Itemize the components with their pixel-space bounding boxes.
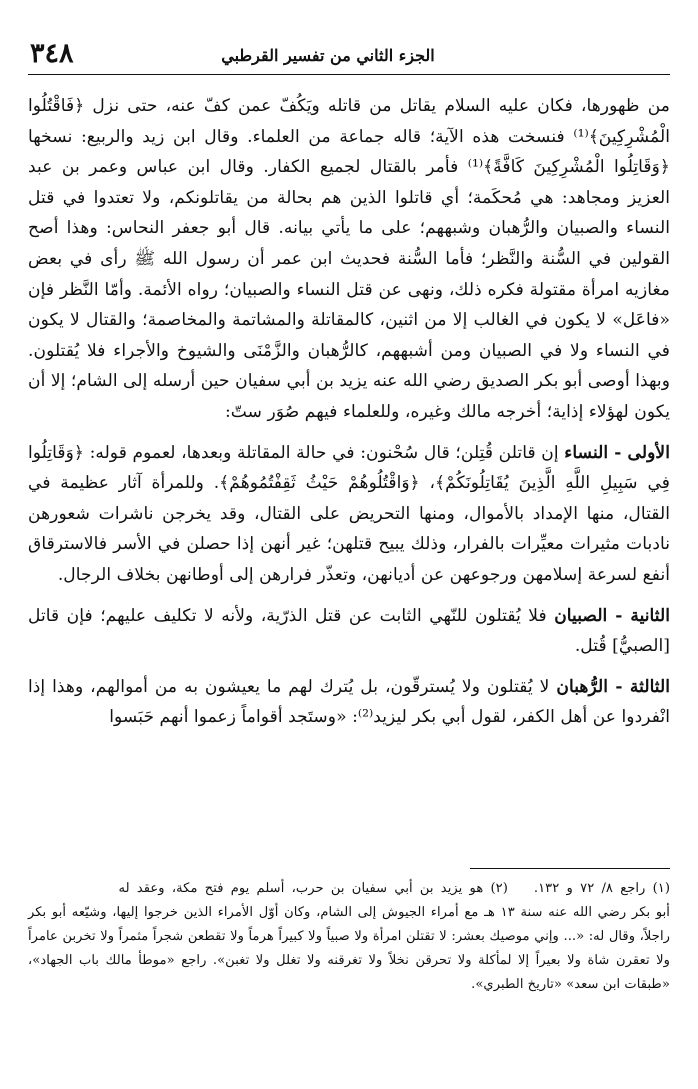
page-header bbox=[28, 38, 670, 75]
section-women-text: إن قاتلن قُتِلن؛ قال سُحْنون: في حالة المقاتلة وبعدها، لعموم قوله: ﴿وَقَاتِلُوا فِي سَبِيلِ اللَّهِ الَّذِينَ يُقَاتِلُونَكُمْ﴾، ﴿وَاقْتُلُوهُمْ حَيْثُ ثَقِفْتُمُوهُمْ﴾. وللمرأة آثار عظيمة في القتال، منها الإمداد بالأموال، ومنها التحريض على القتال، وقد يخرجن ناشرات شعورهن نادبات مثيرات معيِّرات بالفرار، وذلك يبيح قتلهن؛ غير أنهن إذا حصلن في الأسر فالاسترقاق أنفع لسرعة إسلامهن ورجوعهن عن أديانهن، وتعذّر فرارهن إلى أوطانهن بخلاف الرجال. bbox=[28, 442, 670, 585]
section-children-heading: الثانية - الصبيان bbox=[554, 605, 670, 626]
book-page bbox=[28, 38, 670, 1078]
section-women-heading: الأولى - النساء bbox=[564, 442, 670, 463]
footnote-refs bbox=[28, 877, 670, 901]
section-women bbox=[28, 438, 670, 591]
section-monks bbox=[28, 672, 670, 733]
section-children bbox=[28, 601, 670, 662]
running-title: الجزء الثاني من تفسير القرطبي bbox=[221, 46, 435, 65]
footnote-divider bbox=[470, 868, 670, 869]
footnote-1: (١) راجع ٨/ ٧٢ و ١٣٢. bbox=[533, 881, 670, 896]
page-number: ٣٤٨ bbox=[30, 38, 74, 69]
paragraph-intro: من ظهورها، فكان عليه السلام يقاتل من قاتله ويَكُفّ عمن كفّ عنه، حتى نزل ﴿فَاقْتُلُوا الْمُشْرِكِينَ﴾⁽¹⁾ فنسخت هذه الآية؛ قاله جماعة من العلماء. وقال ابن زيد والربيع: نسخها ﴿وَقَاتِلُوا الْمُشْرِكِينَ كَافَّةً﴾⁽¹⁾ فأمر بالقتال لجميع الكفار. وقال ابن عباس وعمر بن عبد العزيز ومجاهد: هي مُحكَمة؛ أي قاتلوا الذين هم بحالة من يقاتلونكم، ولا تعتدوا في قتل النساء والصبيان والرُّهبان وشبههم؛ على ما يأتي بيانه. قال أبو جعفر النحاس: وهذا أصح القولين في السُّنة والنَّظر؛ فأما السُّنة فحديث ابن عمر أن رسول الله ﷺ رأى في بعض مغازيه امرأة مقتولة فكره ذلك، ونهى عن قتل النساء والصبيان؛ رواه الأئمة. وأمّا النَّظر فإن «فاعَل» لا يكون في الغالب إلا من اثنين، كالمقاتلة والمشاتمة والمخاصمة؛ والقتال لا يكون في النساء ولا في الصبيان ومن أشبههم، كالرُّهبان والزَّمْنَى والشيوخ والأجراء فلا يُقتلون. وبهذا أوصى أبو بكر الصديق رضي الله عنه يزيد بن أبي سفيان حين أرسله إلى الشام؛ إلا أن يكون لهؤلاء إذاية؛ أخرجه مالك وغيره، وللعلماء فيهم صُوَر ستّ: bbox=[28, 96, 670, 422]
main-text bbox=[28, 91, 670, 733]
section-monks-text: لا يُقتلون ولا يُسترقّون، بل يُترك لهم ما يعيشون به من أموالهم، وهذا إذا انْفردوا عن أهل الكفر، لقول أبي بكر ليزيد⁽²⁾: «وستَجد أقواماً زعموا أنهم حَبَسوا bbox=[28, 676, 670, 728]
section-children-text: فلا يُقتلون للنّهي الثابت عن قتل الذرّية، ولأنه لا تكليف عليهم؛ فإن قاتل [الصبيُّ] قُتل. bbox=[28, 605, 670, 657]
footnote-2: (٢) هو يزيد بن أبي سفيان بن حرب، أسلم يوم فتح مكة، وعقد له bbox=[118, 881, 508, 896]
section-monks-heading: الثالثة - الرُّهبان bbox=[556, 676, 671, 697]
footnote-2-continued: أبو بكر رضي الله عنه سنة ١٣ هـ مع أمراء الجيوش إلى الشام، وكان أوّل الأمراء الذين خرجوا إليها، وشيّعه أبو بكر راجلاً، وقال له: «... وإني موصيك بعشر: لا تقتلن امرأة ولا صبياً ولا كبيراً هرماً ولا تقطعن شجراً مثمراً ولا تخربن عامراً ولا تعقرن شاة ولا بعيراً إلا لمأكلة ولا تحرقن نخلاً ولا تغرقنه ولا تغلل ولا تغبن». راجع «موطأ مالك باب الجهاد»، «طبقات ابن سعد» «تاريخ الطبري». bbox=[28, 905, 670, 992]
footnotes bbox=[28, 868, 670, 997]
